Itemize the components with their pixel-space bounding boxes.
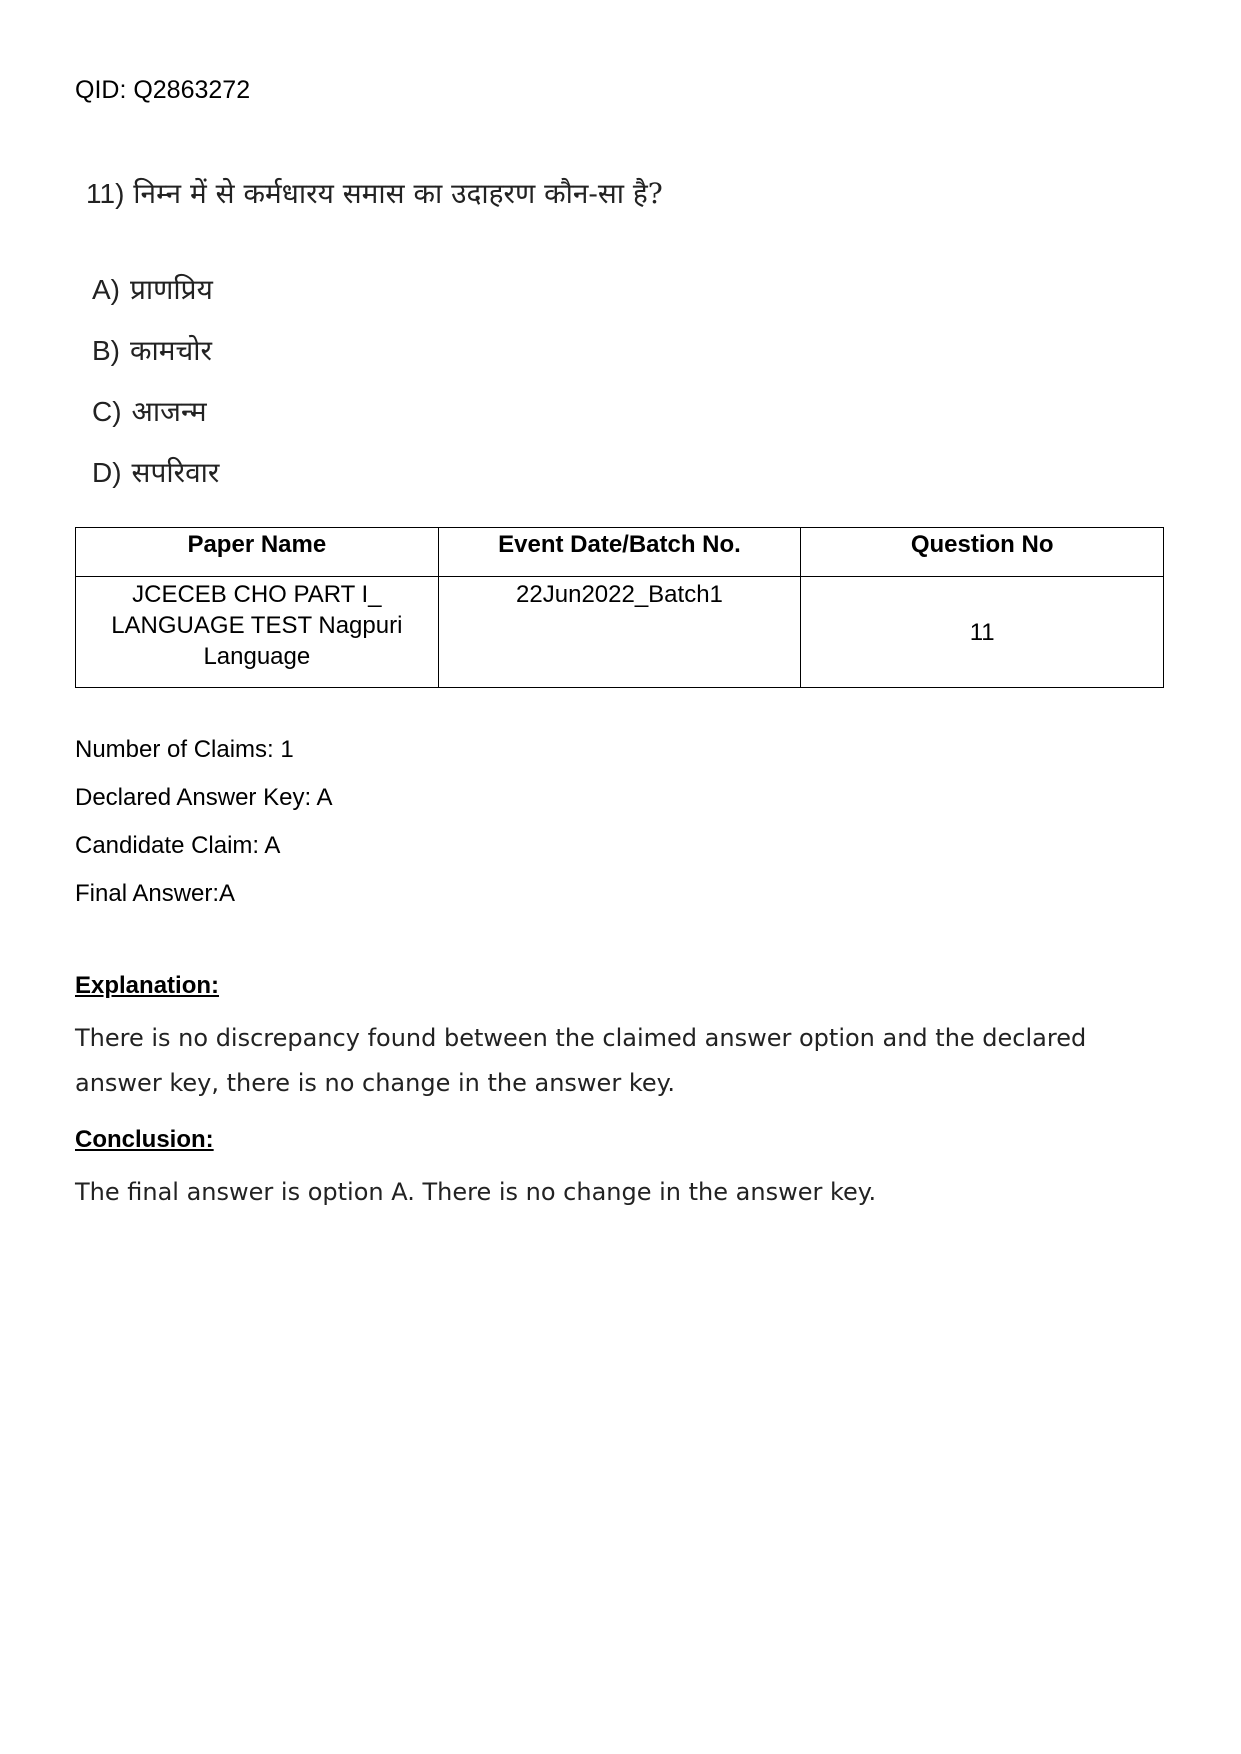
option-d bbox=[92, 453, 219, 514]
conclusion-heading: Conclusion: bbox=[75, 1126, 214, 1153]
claims-summary bbox=[75, 732, 332, 924]
conclusion-text: The final answer is option A. There is no change in the answer key. bbox=[75, 1178, 877, 1206]
question-number: 11) bbox=[86, 178, 125, 209]
final-answer: Final Answer:A bbox=[75, 880, 236, 907]
table-header-row bbox=[76, 528, 1164, 577]
cell-paper-name: JCECEB CHO PART I_ LANGUAGE TEST Nagpuri Language bbox=[76, 577, 439, 688]
option-text: कामचोर bbox=[130, 334, 212, 367]
options-list bbox=[92, 270, 219, 514]
declared-answer-key: Declared Answer Key: A bbox=[75, 784, 333, 811]
qid-label: QID: Q2863272 bbox=[75, 76, 251, 104]
header-paper-name: Paper Name bbox=[76, 528, 439, 577]
option-letter: C) bbox=[92, 396, 122, 427]
option-letter: D) bbox=[92, 457, 122, 488]
option-b bbox=[92, 331, 219, 392]
question bbox=[86, 174, 663, 214]
cell-event-date: 22Jun2022_Batch1 bbox=[438, 577, 801, 688]
paper-info-table bbox=[75, 527, 1164, 688]
header-event-date: Event Date/Batch No. bbox=[438, 528, 801, 577]
option-c bbox=[92, 392, 219, 453]
candidate-claim: Candidate Claim: A bbox=[75, 832, 281, 859]
option-text: प्राणप्रिय bbox=[130, 273, 213, 306]
option-letter: B) bbox=[92, 335, 120, 366]
option-letter: A) bbox=[92, 274, 120, 305]
option-a bbox=[92, 270, 219, 331]
explanation-heading: Explanation: bbox=[75, 972, 220, 999]
question-text: निम्न में से कर्मधारय समास का उदाहरण कौन-सा है? bbox=[133, 177, 663, 210]
explanation-text: There is no discrepancy found between the claimed answer option and the declared answer key, there is no change in the answer key. bbox=[75, 1024, 1087, 1097]
table-row bbox=[76, 577, 1164, 688]
option-text: सपरिवार bbox=[131, 456, 220, 489]
option-text: आजन्म bbox=[131, 395, 207, 428]
cell-question-no: 11 bbox=[801, 577, 1164, 688]
number-of-claims: Number of Claims: 1 bbox=[75, 736, 294, 763]
header-question-no: Question No bbox=[801, 528, 1164, 577]
